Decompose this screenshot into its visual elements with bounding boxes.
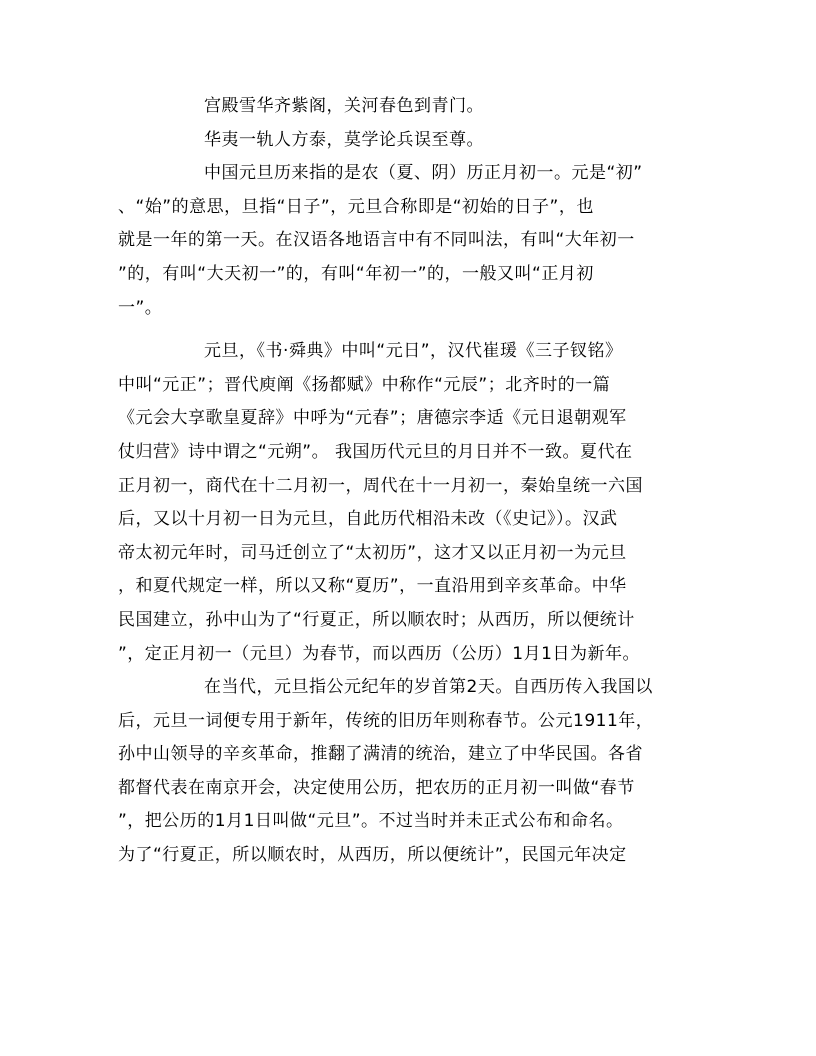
- paragraph-2-line-4: 仗归营》诗中谓之“元朔”。 我国历代元旦的月日并不一致。夏代在: [118, 441, 633, 462]
- paragraph-2-line-2: 中叫“元正”；晋代庾阐《扬都赋》中称作“元辰”；北齐时的一篇: [118, 374, 611, 395]
- poem-line-2: 华夷一轨人方泰，莫学论兵误至尊。: [204, 129, 484, 150]
- paragraph-3-line-4: 都督代表在南京开会，决定使用公历，把农历的正月初一叫做“春节: [118, 777, 635, 798]
- paragraph-3-line-5: ”，把公历的1月1日叫做“元旦”。不过当时并未正式公布和命名。: [118, 811, 624, 832]
- paragraph-1-line-2: 、“始”的意思，旦指“日子”，元旦合称即是“初始的日子”，也: [118, 196, 594, 217]
- paragraph-3-line-2: 后，元旦一词便专用于新年，传统的旧历年则称春节。公元1911年，: [118, 710, 654, 731]
- paragraph-1-line-1: 中国元旦历来指的是农（夏、阴）历正月初一。元是“初”: [204, 163, 643, 184]
- paragraph-1-line-5: 一”。: [118, 297, 163, 318]
- paragraph-1-line-3: 就是一年的第一天。在汉语各地语言中有不同叫法，有叫“大年初一: [118, 230, 635, 251]
- paragraph-2-line-10: ”，定正月初一（元旦）为春节，而以西历（公历）1月1日为新年。: [118, 643, 640, 664]
- paragraph-2-line-9: 民国建立，孙中山为了“行夏正，所以顺农时；从西历，所以便统计: [118, 609, 635, 630]
- paragraph-2-line-1: 元旦，《书·舜典》中叫“元日”，汉代崔瑗《三子钗铭》: [204, 341, 623, 362]
- document-body: [118, 90, 688, 873]
- paragraph-2-line-6: 后，又以十月初一日为元旦，自此历代相沿未改（《史记》）。汉武: [118, 509, 618, 530]
- poem-line-1: 宫殿雪华齐紫阁，关河春色到青门。: [204, 96, 484, 116]
- paragraph-2-line-5: 正月初一，商代在十二月初一，周代在十一月初一，秦始皇统一六国: [118, 475, 643, 496]
- paragraph-1-line-4: ”的，有叫“大天初一”的，有叫“年初一”的，一般又叫“正月初: [118, 263, 594, 284]
- paragraph-3-line-1: 在当代，元旦指公元纪年的岁首第2天。自西历传入我国以: [204, 677, 653, 698]
- paragraph-2-line-8: ，和夏代规定一样，所以又称“夏历”，一直沿用到辛亥革命。中华: [118, 576, 627, 597]
- paragraph-3-line-6: 为了“行夏正，所以顺农时，从西历，所以便统计”，民国元年决定: [118, 845, 627, 866]
- paragraph-2-line-3: 《元会大享歌皇夏辞》中呼为“元春”；唐德宗李适《元日退朝观军: [118, 408, 627, 429]
- paragraph-2-line-7: 帝太初元年时，司马迁创立了“太初历”，这才又以正月初一为元旦: [118, 542, 627, 563]
- paragraph-3-line-3: 孙中山领导的辛亥革命，推翻了满清的统治，建立了中华民国。各省: [118, 744, 643, 765]
